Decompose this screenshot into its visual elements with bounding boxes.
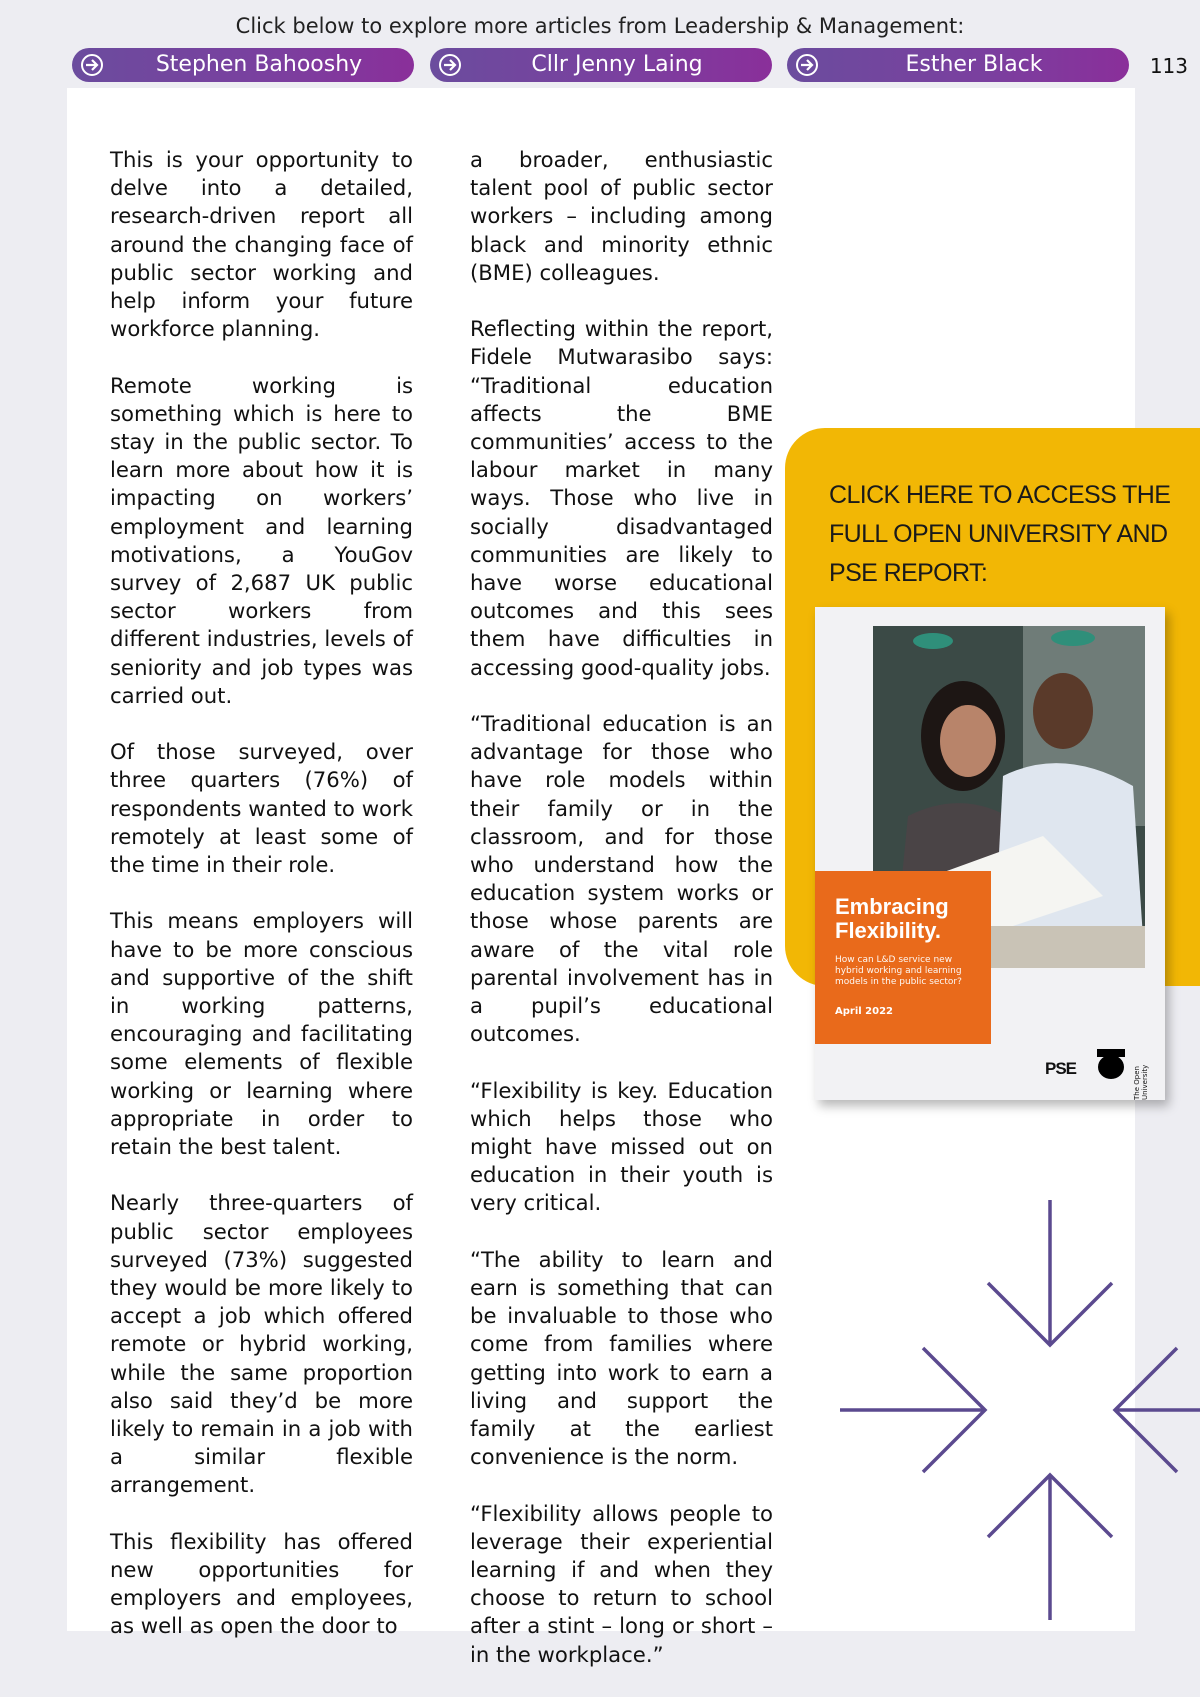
paragraph: Of those surveyed, over three quarters (76%) of respondents wanted to work remotely at least some of the time in their role. (110, 739, 413, 878)
page-number: 113 (1149, 54, 1188, 78)
open-university-logo-icon (1095, 1047, 1127, 1081)
arrow-circle-icon (80, 53, 104, 77)
report-access-link[interactable]: CLICK HERE TO ACCESS THE FULL OPEN UNIVERSITY AND PSE REPORT: (829, 481, 1171, 587)
nav-label: Cllr Jenny Laing (531, 52, 703, 77)
paragraph: Nearly three-quarters of public sector employees surveyed (73%) suggested they would be more likely to accept a job which offered remote or hybrid working, while the same proportion also said they’d be more likely to remain in a job with a similar flexible arrangement. (110, 1190, 413, 1498)
report-cover-link[interactable] (815, 607, 1165, 1100)
explore-prompt: Click below to explore more articles from Leadership & Management: (235, 14, 965, 38)
paragraph: Remote working is something which is here to stay in the public sector. To learn more about how it is impacting on workers’ employment and learning motivations, a YouGov survey of 2,687 UK public sector workers from different industries, levels of seniority and job types was carried out. (110, 372, 413, 708)
nav-label: Stephen Bahooshy (155, 52, 363, 77)
article-column-left (110, 146, 413, 1669)
converging-arrows-graphic (830, 1195, 1200, 1625)
paragraph: “The ability to learn and earn is something that can be invaluable to those who come from families where getting into work to earn a living and support the family at the earliest convenience is the norm. (470, 1246, 773, 1470)
nav-label: Esther Black (905, 52, 1043, 77)
arrow-circle-icon (438, 53, 462, 77)
nav-button-esther-black[interactable] (787, 48, 1129, 82)
paragraph: This is your opportunity to delve into a detailed, research-driven report all around the changing face of public sector working and help inform your future workforce planning. (110, 147, 413, 342)
paragraph: “Traditional education is an advantage for those who have role models within their family or in the classroom, and for those who understand how the education system works or those whose parents are aware of the vital role parental involvement has in a pupil’s educational outcomes. (470, 711, 773, 1047)
pse-logo: PSE (1045, 1059, 1077, 1078)
article-column-right (470, 146, 773, 1697)
report-cover-subtitle: How can L&D service new hybrid working and learning models in the public sector? (835, 955, 962, 987)
nav-button-jenny-laing[interactable] (430, 48, 772, 82)
report-cover-title-block (815, 871, 991, 1044)
report-cover-title: Embracing Flexibility. (835, 894, 949, 943)
paragraph: “Flexibility allows people to leverage their experiential learning if and when they choose to return to school after a stint – long or short – in the workplace.” (470, 1500, 773, 1667)
paragraph: This means employers will have to be more conscious and supportive of the shift in working patterns, encouraging and facilitating some elements of flexible working or learning where appropriate in order to retain the best talent. (110, 908, 413, 1160)
open-university-logo-text: The Open University (1133, 1064, 1149, 1100)
arrow-circle-icon (795, 53, 819, 77)
paragraph: “Flexibility is key. Education which helps those who might have missed out on education in their youth is very critical. (470, 1077, 773, 1216)
paragraph: a broader, enthusiastic talent pool of public sector workers – including among black and minority ethnic (BME) colleagues. (470, 147, 773, 285)
report-cover-date: April 2022 (835, 1006, 893, 1017)
paragraph: This flexibility has offered new opportunities for employers and employees, as well as open the door to (110, 1528, 413, 1639)
paragraph: Reflecting within the report, Fidele Mutwarasibo says: “Traditional education affects the BME communities’ access to the labour market in many ways. Those who live in socially disadvantaged communities are likely to have worse educational outcomes and this sees them have difficulties in accessing good-quality jobs. (470, 316, 773, 680)
nav-button-stephen-bahooshy[interactable] (72, 48, 414, 82)
